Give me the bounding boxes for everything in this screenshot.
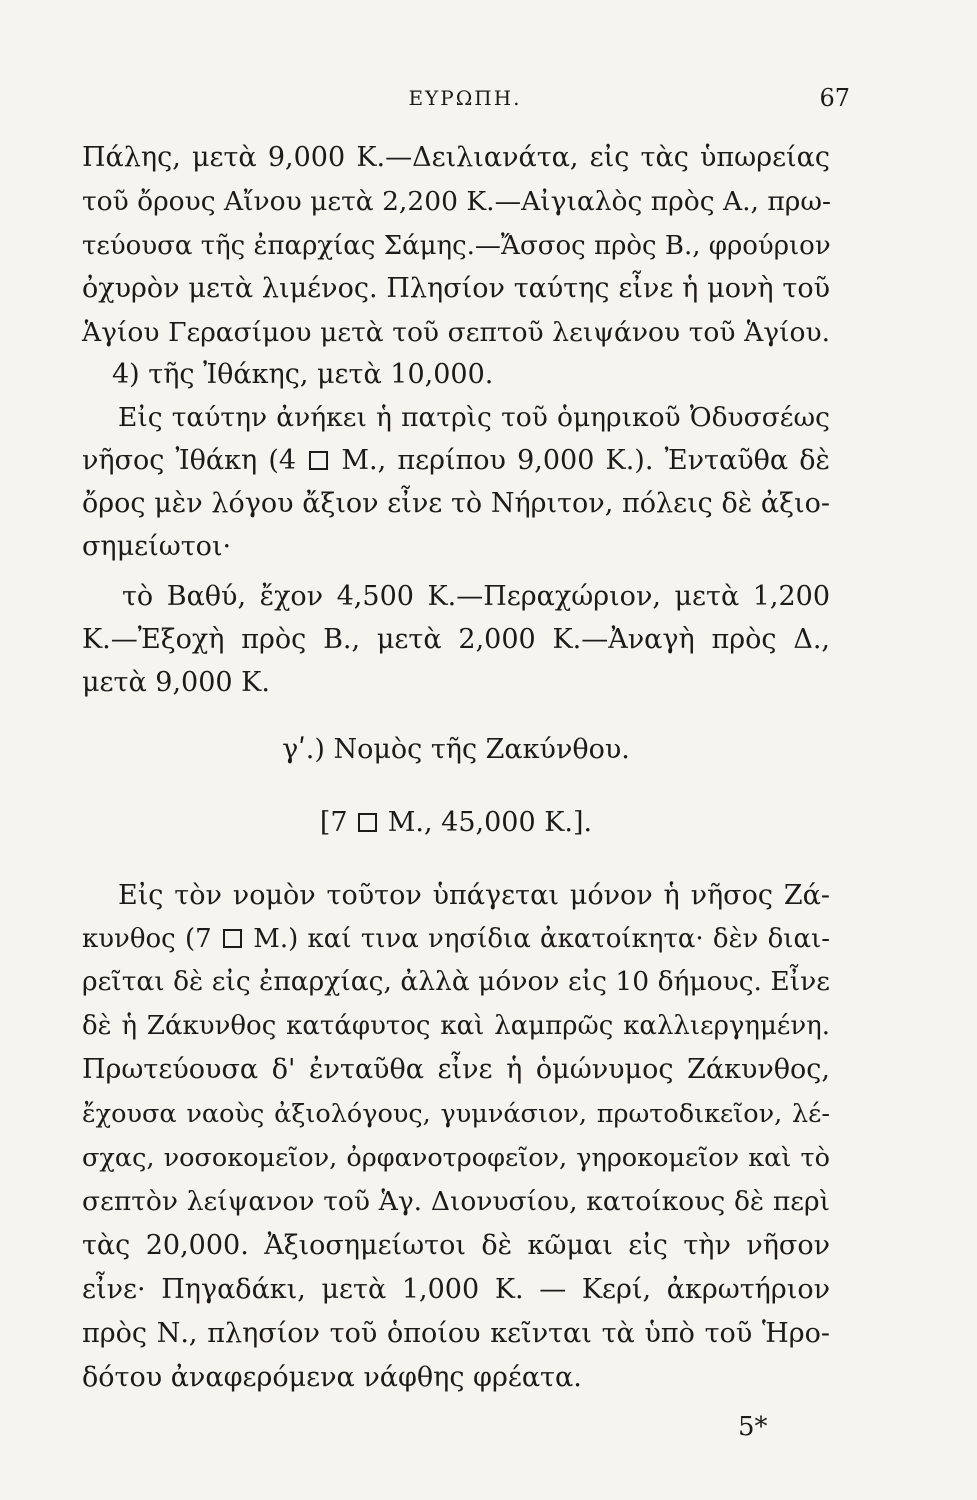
text-line: σεπτὸν λείψανον τοῦ Ἁγ. Διονυσίου, κατοίκους δὲ περὶ [82, 1186, 830, 1217]
text-line: ρεῖται δὲ εἰς ἐπαρχίας, ἀλλὰ μόνον εἰς 10 δήμους. Εἶνε [82, 966, 830, 997]
text-line: τὸ Βαθύ, ἔχον 4,500 Κ.—Περαχώριον, μετὰ 1,200 [122, 581, 830, 612]
text-line: δότου ἀναφερόμενα νάφθης φρέατα. [82, 1362, 582, 1393]
page-number: 67 [819, 84, 850, 112]
square-measure-icon [358, 813, 377, 832]
text-line: σχας, νοσοκομεῖον, ὀρφανοτροφεῖον, γηροκομεῖον καὶ τὸ [82, 1143, 830, 1173]
square-measure-icon [309, 451, 328, 470]
text-line: Εἰς τὸν νομὸν τοῦτον ὑπάγεται μόνον ἡ νῆσος Ζά- [118, 880, 830, 911]
text-line: Πρωτεύουσα δ' ἐνταῦθα εἶνε ἡ ὁμώνυμος Ζάκυνθος, [82, 1054, 830, 1085]
text-line: Εἰς ταύτην ἀνήκει ἡ πατρὶς τοῦ ὁμηρικοῦ Ὀδυσσέως [118, 402, 830, 433]
text-line: ὀχυρὸν μετὰ λιμένος. Πλησίον ταύτης εἶνε ἡ μονὴ τοῦ [82, 273, 830, 304]
section-heading: 4) τῆς Ἰθάκης, μετὰ 10,000. [112, 359, 494, 390]
running-header [80, 84, 850, 114]
header-title: ΕΥΡΩΠΗ. [408, 86, 522, 110]
square-measure-icon [223, 929, 242, 948]
text-line: Ἁγίου Γερασίμου μετὰ τοῦ σεπτοῦ λειψάνου τοῦ Ἁγίου. [82, 317, 830, 348]
text-line: μετὰ 9,000 Κ. [82, 667, 270, 698]
text-line: σημείωτοι· [82, 531, 232, 562]
text-line: τεύουσα τῆς ἐπαρχίας Σάμης.—Ἄσσος πρὸς Β., φρούριον [82, 231, 831, 261]
text-line: τὰς 20,000. Ἀξιοσημείωτοι δὲ κῶμαι εἰς τὴν νῆσον [82, 1230, 830, 1261]
text-line: πρὸς Ν., πλησίον τοῦ ὁποίου κεῖνται τὰ ὑπὸ τοῦ Ἡρο- [82, 1318, 830, 1349]
text-line: Κ.—Ἐξοχὴ πρὸς Β., μετὰ 2,000 Κ.—Ἀναγὴ πρὸς Δ., [82, 624, 830, 655]
text-line: νῆσος Ἰθάκη (4 Μ., περίπου 9,000 Κ.). Ἐνταῦθα δὲ [82, 445, 831, 476]
text-line: ὄρος μὲν λόγου ἄξιον εἶνε τὸ Νήριτον, πόλεις δὲ ἀξιο- [82, 488, 830, 519]
text-line: δὲ ἡ Ζάκυνθος κατάφυτος καὶ λαμπρῶς καλλιεργημένη. [82, 1011, 830, 1041]
text-line: εἶνε· Πηγαδάκι, μετὰ 1,000 Κ. — Κερί, ἀκρωτήριον [82, 1274, 830, 1305]
chapter-heading: γʹ.) Νομὸς τῆς Ζακύνθου. [282, 734, 630, 765]
text-line: ἔχουσα ναοὺς ἀξιολόγους, γυμνάσιον, πρωτοδικεῖον, λέ- [82, 1099, 830, 1129]
text-line: Πάλης, μετὰ 9,000 Κ.—Δειλιανάτα, εἰς τὰς ὑπωρείας [82, 142, 830, 173]
text-line: κυνθος (7 Μ.) καί τινα νησίδια ἀκατοίκητα· δὲν διαι- [82, 924, 830, 954]
text-line: τοῦ ὄρους Αἴνου μετὰ 2,200 Κ.—Αἰγιαλὸς πρὸς Α., πρω- [82, 186, 831, 217]
signature-mark: 5* [738, 1412, 768, 1442]
chapter-subheading: [7 Μ., 45,000 Κ.]. [319, 807, 593, 838]
